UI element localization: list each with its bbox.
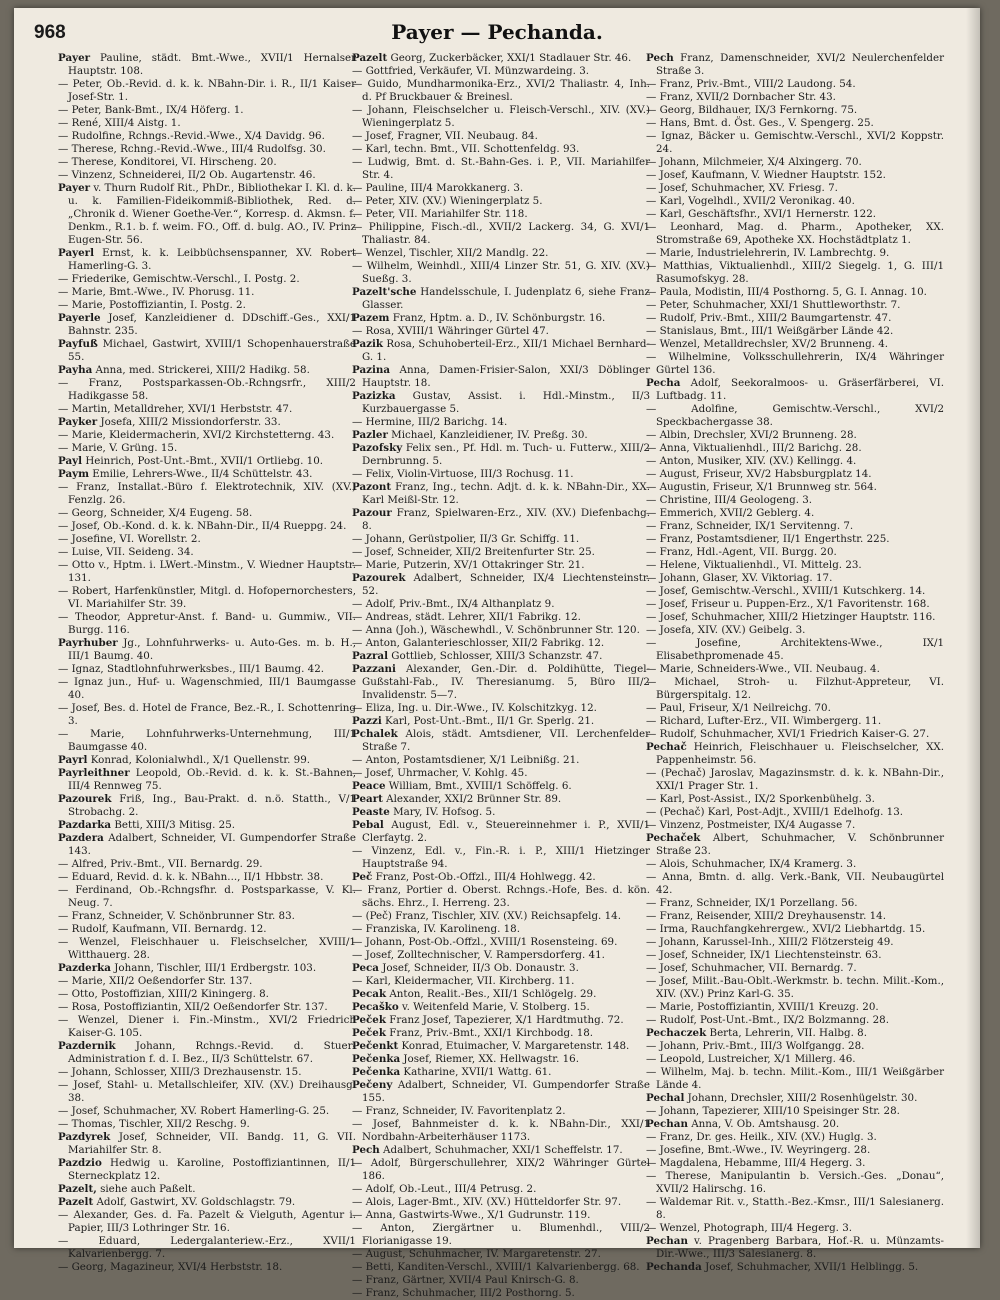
directory-entry: — Marie, Industrielehrerin, IV. Lambrechtg. 9. bbox=[646, 247, 890, 259]
directory-entry: — Rudolf, Priv.-Bmt., XIII/2 Baumgartenstr. 47. bbox=[646, 312, 892, 324]
directory-entry: — Otto, Postoffizian, XIII/2 Kiningerg. 8. bbox=[58, 988, 269, 1000]
directory-entry: — René, XIII/4 Aistg. 1. bbox=[58, 117, 181, 129]
directory-entry: — Marie, Postoffiziantin, XVIII/1 Kreuzg. 20. bbox=[646, 1001, 879, 1013]
directory-entry: — Franz, Schneider, IX/1 Porzellang. 56. bbox=[646, 897, 858, 909]
directory-entry: — Paula, Modistin, III/4 Posthorng. 5, G. I. Annag. 10. bbox=[646, 286, 927, 298]
directory-entry: — Franz, Schneider, V. Schönbrunner Str. 83. bbox=[58, 910, 295, 922]
directory-entry: — Karl, Vogelhdl., XVII/2 Veronikag. 40. bbox=[646, 195, 855, 207]
directory-entry: — Johann, Karussel-Inh., XIII/2 Flötzersteig 49. bbox=[646, 936, 894, 948]
directory-entry: Payha Anna, med. Strickerei, XIII/2 Hadikg. 58. bbox=[58, 364, 310, 376]
directory-entry: — Wenzel, Tischler, XII/2 Mandlg. 22. bbox=[352, 247, 549, 259]
directory-entry: — Augustin, Friseur, X/1 Brunnweg str. 564. bbox=[646, 481, 877, 493]
directory-entry: — Peter, Schuhmacher, XXI/1 Shuttleworthstr. 7. bbox=[646, 299, 901, 311]
directory-entry: Peček Franz, Priv.-Bmt., XXI/1 Kirchbodg. 18. bbox=[352, 1027, 594, 1039]
directory-entry: — Franziska, IV. Karolineng. 18. bbox=[352, 923, 520, 935]
directory-entry: — (Peč) Franz, Tischler, XIV. (XV.) Reichsapfelg. 14. bbox=[352, 910, 621, 922]
directory-entry: — Johann, Gerüstpolier, II/3 Gr. Schiffg. 11. bbox=[352, 533, 580, 545]
directory-entry: — Vinzenz, Schneiderei, II/2 Ob. Augartenstr. 46. bbox=[58, 169, 316, 181]
directory-entry: — Alfred, Priv.-Bmt., VII. Bernardg. 29. bbox=[58, 858, 263, 870]
directory-entry: Pazelt Adolf, Gastwirt, XV. Goldschlagstr. 79. bbox=[58, 1196, 296, 1208]
directory-entry: — Therese, Manipulantin b. Versich.-Ges. „Donau“, XVII/2 Halirschg. 16. bbox=[646, 1170, 944, 1195]
directory-entry: — Hans, Bmt. d. Öst. Ges., V. Spengerg. 25. bbox=[646, 117, 874, 129]
directory-entry: — Leonhard, Mag. d. Pharm., Apotheker, XX. Stromstraße 69, Apotheke XX. Hochstädtplatz 1. bbox=[646, 221, 944, 246]
directory-entry: — Alexander, Ges. d. Fa. Pazelt & Vielguth, Agentur i. Papier, III/3 Lothringer Str. 16. bbox=[58, 1209, 356, 1234]
directory-entry: — Thomas, Tischler, XII/2 Reschg. 9. bbox=[58, 1118, 250, 1130]
directory-entry: Pechanda Josef, Schuhmacher, XVII/1 Helblingg. 5. bbox=[646, 1261, 919, 1273]
directory-entry: Pazizka Gustav, Assist. i. Hdl.-Minstm., II/3 Kurzbauergasse 5. bbox=[352, 390, 650, 415]
directory-entry: Pazourek Adalbert, Schneider, IX/4 Liechtensteinstr. 52. bbox=[352, 572, 650, 597]
page-number: 968 bbox=[34, 22, 66, 43]
directory-entry: — Emmerich, XVII/2 Geblerg. 4. bbox=[646, 507, 815, 519]
directory-entry: Peč Franz, Post-Ob.-Offzl., III/4 Hohlwegg. 42. bbox=[352, 871, 596, 883]
directory-entry: — Otto v., Hptm. i. LWert.-Minstm., V. Wiedner Hauptstr. 131. bbox=[58, 559, 356, 584]
directory-entry: Pazofsky Felix sen., Pf. Hdl. m. Tuch- u. Futterw., XIII/2 Dernbrunng. 5. bbox=[352, 442, 650, 467]
directory-entry: — Waldemar Rit. v., Statth.-Bez.-Kmsr., III/1 Salesianerg. 8. bbox=[646, 1196, 944, 1221]
directory-entry: — Josef, Kaufmann, V. Wiedner Hauptstr. 152. bbox=[646, 169, 886, 181]
page-gutter-shadow bbox=[966, 8, 980, 1248]
directory-entry: — Rudolf, Schuhmacher, XVI/1 Friedrich Kaiser-G. 27. bbox=[646, 728, 930, 740]
directory-entry: — Franz, Installat.-Büro f. Elektrotechnik, XIV. (XV.) Fenzlg. 26. bbox=[58, 481, 356, 506]
directory-entry: Pazler Michael, Kanzleidiener, IV. Preßg. 30. bbox=[352, 429, 588, 441]
directory-entry: — Wenzel, Metalldrechsler, XV/2 Brunneng. 4. bbox=[646, 338, 889, 350]
directory-entry: — Vinzenz, Edl. v., Fin.-R. i. P., XIII/1 Hietzinger Hauptstraße 94. bbox=[352, 845, 650, 870]
directory-entry: — Peter, Ob.-Revid. d. k. k. NBahn-Dir. i. R., II/1 Kaiser Josef-Str. 1. bbox=[58, 78, 356, 103]
directory-entry: — Helene, Viktualienhdl., VI. Mittelg. 23. bbox=[646, 559, 862, 571]
directory-entry: — Josef, Schneider, XII/2 Breitenfurter Str. 25. bbox=[352, 546, 595, 558]
directory-entry: — Robert, Harfenkünstler, Mitgl. d. Hofopernorchesters, VI. Mariahilfer Str. 39. bbox=[58, 585, 356, 610]
directory-entry: — Wenzel, Fleischhauer u. Fleischselcher, XVIII/1 Witthauerg. 28. bbox=[58, 936, 356, 961]
directory-entry: — Eliza, Ing. u. Dir.-Wwe., IV. Kolschitzkyg. 12. bbox=[352, 702, 597, 714]
directory-entry: Pazina Anna, Damen-Frisier-Salon, XXI/3 Döblinger Hauptstr. 18. bbox=[352, 364, 650, 389]
directory-entry: — Peter, Bank-Bmt., IX/4 Höferg. 1. bbox=[58, 104, 244, 116]
directory-entry: Payrhuber Jg., Lohnfuhrwerks- u. Auto-Ges. m. b. H., III/1 Baumg. 40. bbox=[58, 637, 356, 662]
directory-entry: — Ignaz jun., Huf- u. Wagenschmied, III/1 Baumgasse 40. bbox=[58, 676, 356, 701]
directory-entry: Payerl Ernst, k. k. Leibbüchsenspanner, XV. Robert Hamerling-G. 3. bbox=[58, 247, 356, 272]
directory-entry: — Franz, XVII/2 Dornbacher Str. 43. bbox=[646, 91, 836, 103]
directory-entry: — Marie, Putzerin, XV/1 Ottakringer Str. 21. bbox=[352, 559, 585, 571]
directory-entry: — Josef, Zolltechnischer, V. Rampersdorferg. 41. bbox=[352, 949, 605, 961]
directory-entry: — Josefine, VI. Worellstr. 2. bbox=[58, 533, 201, 545]
directory-entry: — Josef, Fragner, VII. Neubaug. 84. bbox=[352, 130, 538, 142]
directory-entry: — Josef, Schuhmacher, XIII/2 Hietzinger Hauptstr. 116. bbox=[646, 611, 936, 623]
directory-entry: Pazour Franz, Spielwaren-Erz., XIV. (XV.) Diefenbachg. 8. bbox=[352, 507, 650, 532]
directory-entry: Payer v. Thurn Rudolf Rit., PhDr., Bibliothekar I. Kl. d. k. u. k. Familien-Fideikommiß-Bibliothek, Red. d. „Chronik d. Wiener Goethe-Ver.“, Korresp. d. Akmsn. f. Denkm., R.1. b. f. weim. FO., Off. d. bulg. AO., IV. Prinz Eugen-Str. 56. bbox=[58, 182, 356, 246]
directory-entry: Pazdzio Hedwig u. Karoline, Postoffiziantinnen, II/1 Sterneckplatz 12. bbox=[58, 1157, 356, 1182]
directory-entry: — (Pechač) Karl, Post-Adjt., XVIII/1 Edelhofg. 13. bbox=[646, 806, 904, 818]
directory-entry: — Anton, Galanterieschlosser, XII/2 Fabrikg. 12. bbox=[352, 637, 605, 649]
directory-entry: — Philippine, Fisch.-dl., XVII/2 Lackerg. 34, G. XVI/1 Thaliastr. 84. bbox=[352, 221, 650, 246]
directory-entry: Pazderka Johann, Tischler, III/1 Erdbergstr. 103. bbox=[58, 962, 317, 974]
directory-entry: Pazelt'sche Handelsschule, I. Judenplatz 6, siehe Franz Glasser. bbox=[352, 286, 650, 311]
directory-entry: — Franz, Postamtsdiener, II/1 Engerthstr. 225. bbox=[646, 533, 890, 545]
directory-entry: — August, Schuhmacher, IV. Margaretenstr. 27. bbox=[352, 1248, 601, 1260]
directory-entry: — Franz, Gärtner, XVII/4 Paul Knirsch-G. 8. bbox=[352, 1274, 579, 1286]
directory-entry: — Peter, VII. Mariahilfer Str. 118. bbox=[352, 208, 528, 220]
directory-entry: Pazdarka Betti, XIII/3 Mitisg. 25. bbox=[58, 819, 236, 831]
directory-entry: — Anna (Joh.), Wäschewhdl., V. Schönbrunner Str. 120. bbox=[352, 624, 640, 636]
directory-entry: — Stanislaus, Bmt., III/1 Weißgärber Lände 42. bbox=[646, 325, 894, 337]
directory-entry: — Josef, Uhrmacher, V. Kohlg. 45. bbox=[352, 767, 528, 779]
directory-entry: — Karl, Geschäftsfhr., XVI/1 Hernerstr. 122. bbox=[646, 208, 877, 220]
directory-entry: — Franz, Schuhmacher, III/2 Posthorng. 5. bbox=[352, 1287, 575, 1299]
directory-entry: Pebal August, Edl. v., Steuereinnehmer i. P., XVII/1 Clerfaytg. 2. bbox=[352, 819, 650, 844]
directory-entry: Peaste Mary, IV. Hofsog. 5. bbox=[352, 806, 496, 818]
running-head: Payer — Pechanda. bbox=[391, 20, 603, 44]
directory-entry: — Adolfine, Gemischtw.-Verschl., XVI/2 Speckbachergasse 38. bbox=[646, 403, 944, 428]
directory-entry: — Franz, Portier d. Oberst. Rchngs.-Hofe, Bes. d. kön. sächs. Ehrz., I. Herreng. 23. bbox=[352, 884, 650, 909]
directory-entry: Pechaczek Berta, Lehrerin, VII. Halbg. 8. bbox=[646, 1027, 867, 1039]
directory-entry: — Josefine, Architektens-Wwe., IX/1 Elisabethpromenade 45. bbox=[646, 637, 944, 662]
directory-entry: — Christine, III/4 Geologeng. 3. bbox=[646, 494, 813, 506]
directory-entry: — Georg, Schneider, X/4 Eugeng. 58. bbox=[58, 507, 253, 519]
directory-entry: — Josef, Milit.-Bau-Oblt.-Werkmstr. b. techn. Milit.-Kom., XIV. (XV.) Prinz Karl-G. 35. bbox=[646, 975, 944, 1000]
directory-entry: — Josef, Schuhmacher, XV. Robert Hamerling-G. 25. bbox=[58, 1105, 330, 1117]
directory-entry: — Pauline, III/4 Marokkanerg. 3. bbox=[352, 182, 524, 194]
directory-entry: — Leopold, Lustreicher, X/1 Millerg. 46. bbox=[646, 1053, 856, 1065]
directory-entry: — Alois, Lager-Bmt., XIV. (XV.) Hütteldorfer Str. 97. bbox=[352, 1196, 622, 1208]
directory-entry: — Guido, Mundharmonika-Erz., XVI/2 Thaliastr. 4, Inh. d. Pf Bruckbauer & Breinesl. bbox=[352, 78, 650, 103]
directory-entry: — Eduard, Ledergalanteriew.-Erz., XVII/1 Kalvarienbergg. 7. bbox=[58, 1235, 356, 1260]
directory-entry: — Matthias, Viktualienhdl., XIII/2 Siegelg. 1, G. III/1 Rasumofskyg. 28. bbox=[646, 260, 944, 285]
directory-entry: — Anna, Viktualienhdl., III/2 Barichg. 28. bbox=[646, 442, 862, 454]
directory-entry: — Vinzenz, Postmeister, IX/4 Augasse 7. bbox=[646, 819, 856, 831]
directory-entry: — Marie, Kleidermacherin, XVI/2 Kirchstetterng. 43. bbox=[58, 429, 335, 441]
directory-entry: — Marie, Postoffiziantin, I. Postg. 2. bbox=[58, 299, 246, 311]
directory-entry: — (Pechač) Jaroslav, Magazinsmstr. d. k. k. NBahn-Dir., XXI/1 Prager Str. 1. bbox=[646, 767, 944, 792]
directory-entry: — Irma, Rauchfangkehrergew., XVI/2 Liebhartdg. 15. bbox=[646, 923, 926, 935]
directory-entry: — Karl, techn. Bmt., VII. Schottenfeldg. 93. bbox=[352, 143, 580, 155]
directory-entry: — Wilhelm, Maj. b. techn. Milit.-Kom., III/1 Weißgärber Lände 4. bbox=[646, 1066, 944, 1091]
directory-entry: — Franz, Reisender, XIII/2 Dreyhausenstr. 14. bbox=[646, 910, 887, 922]
directory-entry: — Therese, Konditorei, VI. Hirscheng. 20. bbox=[58, 156, 277, 168]
directory-entry: Pecaško v. Weitenfeld Marie, V. Stolberg. 15. bbox=[352, 1001, 590, 1013]
directory-entry: Pazourek Friß, Ing., Bau-Prakt. d. n.ö. Statth., V/1 Strobachg. 2. bbox=[58, 793, 356, 818]
directory-entry: — Hermine, III/2 Barichg. 14. bbox=[352, 416, 508, 428]
directory-entry: Payrl Konrad, Kolonialwhdl., X/1 Quellenstr. 99. bbox=[58, 754, 311, 766]
directory-entry: Pechaček Albert, Schuhmacher, V. Schönbrunner Straße 23. bbox=[646, 832, 944, 857]
directory-entry: — Peter, XIV. (XV.) Wieningerplatz 5. bbox=[352, 195, 543, 207]
directory-entry: — Betti, Kanditen-Verschl., XVIII/1 Kalvarienbergg. 68. bbox=[352, 1261, 640, 1273]
directory-entry: — Johann, Tapezierer, XIII/10 Speisinger Str. 28. bbox=[646, 1105, 900, 1117]
directory-entry: Pech Adalbert, Schuhmacher, XXI/1 Scheffelstr. 17. bbox=[352, 1144, 623, 1156]
directory-entry: — August, Friseur, XV/2 Habsburgplatz 14. bbox=[646, 468, 872, 480]
directory-entry: Pechač Heinrich, Fleischhauer u. Fleischselcher, XX. Pappenheimstr. 56. bbox=[646, 741, 944, 766]
directory-entry: Pechan Anna, V. Ob. Amtshausg. 20. bbox=[646, 1118, 840, 1130]
directory-entry: Pechal Johann, Drechsler, XIII/2 Rosenhügelstr. 30. bbox=[646, 1092, 918, 1104]
directory-entry: Pazzani Alexander, Gen.-Dir. d. Poldihütte, Tiegel-Gußstahl-Fab., IV. Theresianumg. 5, Büro III/2 Invalidenstr. 5—7. bbox=[352, 663, 650, 701]
directory-entry: — Ludwig, Bmt. d. St.-Bahn-Ges. i. P., VII. Mariahilfer Str. 4. bbox=[352, 156, 650, 181]
directory-entry: Pechan v. Pragenberg Barbara, Hof.-R. u. Münzamts-Dir.-Wwe., III/3 Salesianerg. 8. bbox=[646, 1235, 944, 1260]
directory-entry: Peček Franz Josef, Tapezierer, X/1 Hardtmuthg. 72. bbox=[352, 1014, 624, 1026]
directory-entry: — Rudolfine, Rchngs.-Revid.-Wwe., X/4 Davidg. 96. bbox=[58, 130, 325, 142]
directory-entry: — Josef, Friseur u. Puppen-Erz., X/1 Favoritenstr. 168. bbox=[646, 598, 930, 610]
directory-entry: — Marie, XII/2 Oeßendorfer Str. 137. bbox=[58, 975, 253, 987]
directory-entry: Pecha Adolf, Seekoralmoos- u. Gräserfärberei, VI. Luftbadg. 11. bbox=[646, 377, 944, 402]
directory-entry: Payerle Josef, Kanzleidiener d. DDschiff.-Ges., XXI/1 Bahnstr. 235. bbox=[58, 312, 356, 337]
directory-entry: Pečenka Katharine, XVII/1 Wattg. 61. bbox=[352, 1066, 552, 1078]
directory-entry: — Rosa, XVIII/1 Währinger Gürtel 47. bbox=[352, 325, 549, 337]
directory-entry: Pazont Franz, Ing., techn. Adjt. d. k. k. NBahn-Dir., XX. Karl Meißl-Str. 12. bbox=[352, 481, 650, 506]
directory-entry: — Marie, Bmt.-Wwe., IV. Phorusg. 11. bbox=[58, 286, 255, 298]
directory-entry: — Josef, Ob.-Kond. d. k. k. NBahn-Dir., II/4 Rueppg. 24. bbox=[58, 520, 347, 532]
directory-entry: — Adolf, Ob.-Leut., III/4 Petrusg. 2. bbox=[352, 1183, 537, 1195]
directory-entry: — Friederike, Gemischtw.-Verschl., I. Postg. 2. bbox=[58, 273, 300, 285]
directory-entry: — Felix, Violin-Virtuose, III/3 Rochusg. 11. bbox=[352, 468, 574, 480]
directory-entry: Pazelt, siehe auch Paßelt. bbox=[58, 1183, 196, 1195]
directory-entry: — Georg, Magazineur, XVI/4 Herbststr. 18. bbox=[58, 1261, 283, 1273]
directory-entry: — Anton, Musiker, XIV. (XV.) Kellingg. 4. bbox=[646, 455, 857, 467]
directory-entry: — Josef, Gemischtw.-Verschl., XVIII/1 Kutschkerg. 14. bbox=[646, 585, 926, 597]
directory-entry: — Josefine, Bmt.-Wwe., IV. Weyringerg. 28. bbox=[646, 1144, 871, 1156]
directory-entry: Pchalek Alois, städt. Amtsdiener, VII. Lerchenfelder Straße 7. bbox=[352, 728, 650, 753]
directory-entry: — Franz, Hdl.-Agent, VII. Burgg. 20. bbox=[646, 546, 837, 558]
directory-entry: — Anna, Gastwirts-Wwe., X/1 Gudrunstr. 119. bbox=[352, 1209, 591, 1221]
directory-entry: Pech Franz, Damenschneider, XVI/2 Neulerchenfelder Straße 3. bbox=[646, 52, 944, 77]
directory-entry: — Josef, Bahnmeister d. k. k. NBahn-Dir., XXI/1 Nordbahn-Arbeiterhäuser 1173. bbox=[352, 1118, 650, 1143]
directory-entry: — Ferdinand, Ob.-Rchngsfhr. d. Postsparkasse, V. Kl. Neug. 7. bbox=[58, 884, 356, 909]
directory-entry: — Wenzel, Diener i. Fin.-Minstm., XVI/2 Friedrich Kaiser-G. 105. bbox=[58, 1014, 356, 1039]
directory-entry: Peace William, Bmt., XVIII/1 Schöffelg. 6. bbox=[352, 780, 572, 792]
directory-entry: — Paul, Friseur, X/1 Neilreichg. 70. bbox=[646, 702, 831, 714]
directory-entry: — Johann, Fleischselcher u. Fleisch-Verschl., XIV. (XV.) Wieningerplatz 5. bbox=[352, 104, 650, 129]
directory-entry: — Michael, Stroh- u. Filzhut-Appreteur, VI. Bürgerspitalg. 12. bbox=[646, 676, 944, 701]
directory-entry: — Franz, Schneider, IX/1 Servitenng. 7. bbox=[646, 520, 854, 532]
directory-entry: — Ignaz, Stadtlohnfuhrwerksbes., III/1 Baumg. 42. bbox=[58, 663, 325, 675]
directory-entry: Peca Josef, Schneider, II/3 Ob. Donaustr. 3. bbox=[352, 962, 579, 974]
directory-entry: Pecak Anton, Realit.-Bes., XII/1 Schlögelg. 29. bbox=[352, 988, 597, 1000]
directory-entry: — Franz, Dr. ges. Heilk., XIV. (XV.) Huglg. 3. bbox=[646, 1131, 877, 1143]
directory-entry: — Adolf, Bürgerschullehrer, XIX/2 Währinger Gürtel 186. bbox=[352, 1157, 650, 1182]
directory-entry: — Johann, Milchmeier, X/4 Alxingerg. 70. bbox=[646, 156, 862, 168]
column-2 bbox=[352, 52, 650, 1300]
directory-entry: Payfuß Michael, Gastwirt, XVIII/1 Schopenhauerstraße 55. bbox=[58, 338, 356, 363]
directory-entry: — Theodor, Appretur-Anst. f. Band- u. Gummiw., VII. Burgg. 116. bbox=[58, 611, 356, 636]
directory-entry: — Eduard, Revid. d. k. k. NBahn..., II/1 Hbbstr. 38. bbox=[58, 871, 324, 883]
directory-entry: — Anton, Ziergärtner u. Blumenhdl., VIII/2 Florianigasse 19. bbox=[352, 1222, 650, 1247]
directory-entry: — Franz, Priv.-Bmt., VIII/2 Laudong. 54. bbox=[646, 78, 856, 90]
directory-entry: Pečeny Adalbert, Schneider, VI. Gumpendorfer Straße 155. bbox=[352, 1079, 650, 1104]
directory-entry: Pazdernik Johann, Rchngs.-Revid. d. Stuer-Administration f. d. I. Bez., II/3 Schüttelstr. 67. bbox=[58, 1040, 356, 1065]
directory-entry: — Richard, Lufter-Erz., VII. Wimbergerg. 11. bbox=[646, 715, 882, 727]
directory-entry: — Marie, Schneiders-Wwe., VII. Neubaug. 4. bbox=[646, 663, 880, 675]
directory-entry: — Magdalena, Hebamme, III/4 Hegerg. 3. bbox=[646, 1157, 866, 1169]
directory-entry: — Franz, Schneider, IV. Favoritenplatz 2. bbox=[352, 1105, 566, 1117]
directory-entry: Pazral Gottlieb, Schlosser, XIII/3 Schanzstr. 47. bbox=[352, 650, 603, 662]
directory-entry: — Karl, Post-Assist., IX/2 Sporkenbühelg. 3. bbox=[646, 793, 875, 805]
directory-page bbox=[14, 8, 980, 1299]
directory-entry: — Wenzel, Photograph, III/4 Hegerg. 3. bbox=[646, 1222, 853, 1234]
directory-entry: — Andreas, städt. Lehrer, XII/1 Fabrikg. 12. bbox=[352, 611, 581, 623]
directory-entry: Paym Emilie, Lehrers-Wwe., II/4 Schüttelstr. 43. bbox=[58, 468, 313, 480]
directory-entry: — Anton, Postamtsdiener, X/1 Leibnißg. 21. bbox=[352, 754, 580, 766]
directory-entry: — Johann, Priv.-Bmt., III/3 Wolfgangg. 28. bbox=[646, 1040, 865, 1052]
directory-entry: — Rudolf, Kaufmann, VII. Bernardg. 12. bbox=[58, 923, 267, 935]
directory-entry: Pazdera Adalbert, Schneider, VI. Gumpendorfer Straße 143. bbox=[58, 832, 356, 857]
directory-entry: — Josefa, XIV. (XV.) Geibelg. 3. bbox=[646, 624, 806, 636]
directory-entry: Payl Heinrich, Post-Unt.-Bmt., XVII/1 Ortliebg. 10. bbox=[58, 455, 324, 467]
column-3 bbox=[646, 52, 944, 1274]
directory-entry: Pazik Rosa, Schuhoberteil-Erz., XII/1 Michael Bernhard-G. 1. bbox=[352, 338, 650, 363]
directory-entry: — Georg, Bildhauer, IX/3 Fernkorng. 75. bbox=[646, 104, 858, 116]
directory-entry: — Wilhelm, Weinhdl., XIII/4 Linzer Str. 51, G. XIV. (XV.) Sueßg. 3. bbox=[352, 260, 650, 285]
directory-entry: — Josef, Bes. d. Hotel de France, Bez.-R., I. Schottenring 3. bbox=[58, 702, 356, 727]
directory-entry: — Josef, Schuhmacher, XV. Friesg. 7. bbox=[646, 182, 838, 194]
directory-entry: — Josef, Schuhmacher, VII. Bernardg. 7. bbox=[646, 962, 857, 974]
directory-entry: — Rosa, Postoffiziantin, XII/2 Oeßendorfer Str. 137. bbox=[58, 1001, 328, 1013]
directory-entry: — Albin, Drechsler, XVI/2 Brunneng. 28. bbox=[646, 429, 857, 441]
directory-entry: — Adolf, Priv.-Bmt., IX/4 Althanplatz 9. bbox=[352, 598, 555, 610]
column-1 bbox=[58, 52, 356, 1274]
directory-entry: — Alois, Schuhmacher, IX/4 Kramerg. 3. bbox=[646, 858, 857, 870]
directory-entry: — Gottfried, Verkäufer, VI. Münzwardeing. 3. bbox=[352, 65, 590, 77]
directory-entry: Pazem Franz, Hptm. a. D., IV. Schönburgstr. 16. bbox=[352, 312, 606, 324]
directory-entry: — Rudolf, Post-Unt.-Bmt., IX/2 Bolzmanng. 28. bbox=[646, 1014, 889, 1026]
directory-entry: — Ignaz, Bäcker u. Gemischtw.-Verschl., XVI/2 Koppstr. 24. bbox=[646, 130, 944, 155]
directory-entry: Payker Josefa, XIII/2 Missiondorferstr. 33. bbox=[58, 416, 281, 428]
directory-entry: — Johann, Glaser, XV. Viktoriag. 17. bbox=[646, 572, 833, 584]
directory-entry: — Wilhelmine, Volksschullehrerin, IX/4 Währinger Gürtel 136. bbox=[646, 351, 944, 376]
directory-entry: — Martin, Metalldreher, XVI/1 Herbststr. 47. bbox=[58, 403, 293, 415]
directory-entry: — Josef, Stahl- u. Metallschleifer, XIV. (XV.) Dreihausg. 38. bbox=[58, 1079, 356, 1104]
directory-entry: Pečenka Josef, Riemer, XX. Hellwagstr. 16. bbox=[352, 1053, 579, 1065]
directory-entry: — Karl, Kleidermacher, VII. Kirchberg. 11. bbox=[352, 975, 575, 987]
directory-entry: Pazdyrek Josef, Schneider, VII. Bandg. 11, G. VII. Mariahilfer Str. 8. bbox=[58, 1131, 356, 1156]
directory-entry: — Marie, V. Grüng. 15. bbox=[58, 442, 178, 454]
directory-entry: — Franz, Postsparkassen-Ob.-Rchngsrfr., XIII/2 Hadikgasse 58. bbox=[58, 377, 356, 402]
directory-entry: Peart Alexander, XXI/2 Brünner Str. 89. bbox=[352, 793, 562, 805]
directory-entry: — Marie, Lohnfuhrwerks-Unternehmung, III/1 Baumgasse 40. bbox=[58, 728, 356, 753]
directory-entry: Payer Pauline, städt. Bmt.-Wwe., XVII/1 Hernalser Hauptstr. 108. bbox=[58, 52, 356, 77]
directory-entry: — Josef, Schneider, IX/1 Liechtensteinstr. 63. bbox=[646, 949, 882, 961]
directory-entry: — Johann, Post-Ob.-Offzl., XVIII/1 Rosensteing. 69. bbox=[352, 936, 618, 948]
directory-entry: — Johann, Schlosser, XIII/3 Drezhausenstr. 15. bbox=[58, 1066, 302, 1078]
directory-entry: Payrleithner Leopold, Ob.-Revid. d. k. k. St.-Bahnen, III/4 Rennweg 75. bbox=[58, 767, 356, 792]
directory-entry: — Luise, VII. Seideng. 34. bbox=[58, 546, 194, 558]
directory-entry: Pečenkt Konrad, Etuimacher, V. Margaretenstr. 148. bbox=[352, 1040, 630, 1052]
directory-entry: Pazelt Georg, Zuckerbäcker, XXI/1 Stadlauer Str. 46. bbox=[352, 52, 632, 64]
directory-entry: Pazzi Karl, Post-Unt.-Bmt., II/1 Gr. Sperlg. 21. bbox=[352, 715, 595, 727]
directory-entry: — Therese, Rchng.-Revid.-Wwe., III/4 Rudolfsg. 30. bbox=[58, 143, 326, 155]
directory-entry: — Anna, Bmtn. d. allg. Verk.-Bank, VII. Neubaugürtel 42. bbox=[646, 871, 944, 896]
